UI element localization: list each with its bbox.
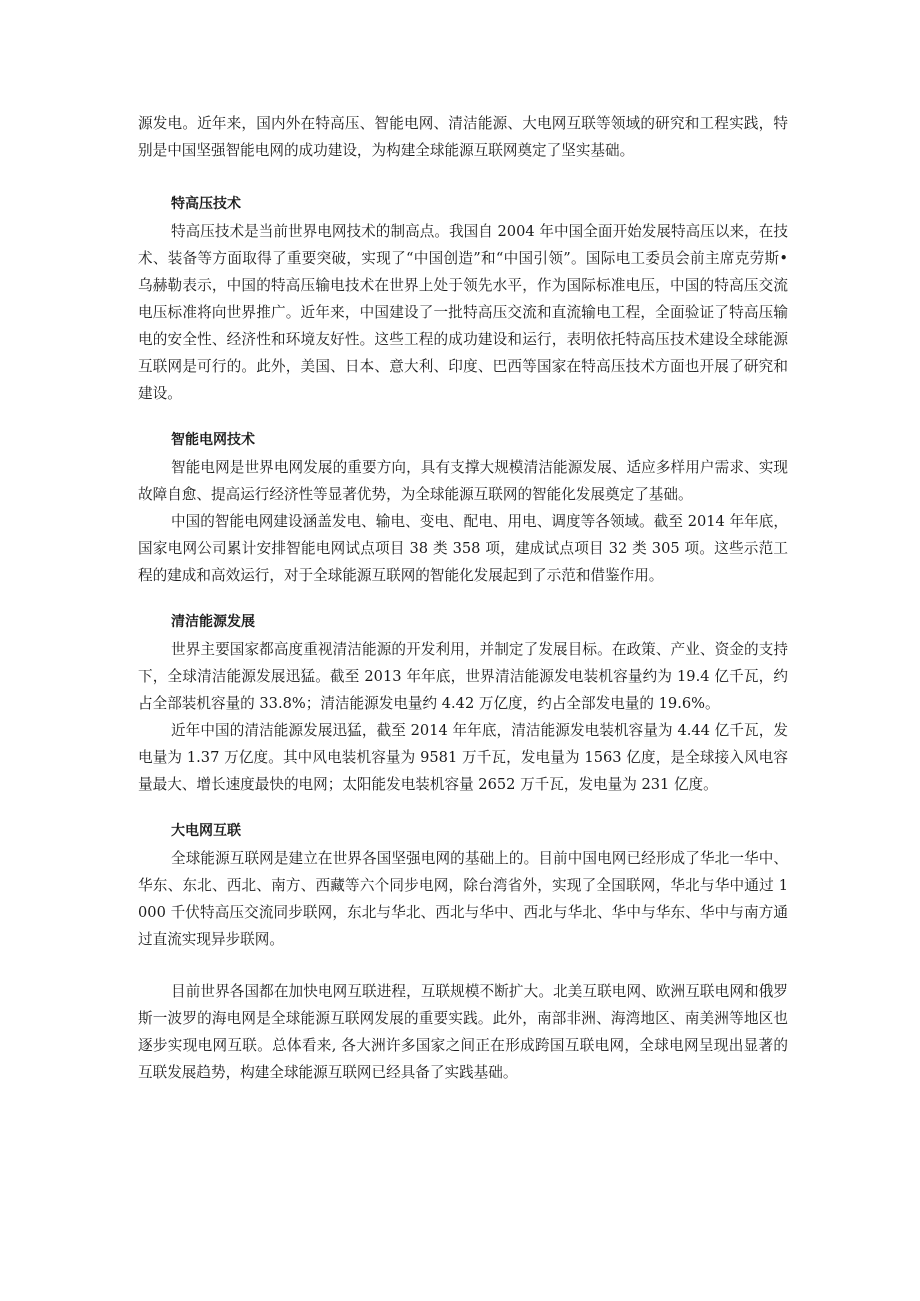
section-heading-smart-grid: 智能电网技术 xyxy=(171,432,255,448)
paragraph-clean-energy-2: 近年中国的清洁能源发展迅猛，截至 2014 年年底，清洁能源发电装机容量为 4.44 亿千瓦，发电量为 1.37 万亿度。其中风电装机容量为 9581 万千瓦，发电量为 1563 亿度，是全球接入风电容量最大、增长速度最快的电网；太阳能发电装机容量 2652 万千瓦，发电量为 231 亿度。 xyxy=(138,722,788,793)
section-heading-uhv: 特高压技术 xyxy=(171,196,241,212)
paragraph-uhv-1: 特高压技术是当前世界电网技术的制高点。我国自 2004 年中国全面开始发展特高压以来，在技术、装备等方面取得了重要突破，实现了“中国创造”和“中国引领”。国际电工委员会前主席克劳斯•乌赫勒表示，中国的特高压输电技术在世界上处于领先水平，作为国际标准电压，中国的特高压交流电压标准将向世界推广。近年来，中国建设了一批特高压交流和直流输电工程，全面验证了特高压输电的安全性、经济性和环境友好性。这些工程的成功建设和运行，表明依托特高压技术建设全球能源互联网是可行的。此外，美国、日本、意大利、印度、巴西等国家在特高压技术方面也开展了研究和建设。 xyxy=(138,223,788,402)
paragraph-smart-grid-2: 中国的智能电网建设涵盖发电、输电、变电、配电、用电、调度等各领域。截至 2014 年年底，国家电网公司累计安排智能电网试点项目 38 类 358 项，建成试点项目 32 类 305 项。这些示范工程的建成和高效运行，对于全球能源互联网的智能化发展起到了示范和借鉴作用。 xyxy=(138,513,788,584)
paragraph-grid-interconnection-1: 全球能源互联网是建立在世界各国坚强电网的基础上的。目前中国电网已经形成了华北一华中、华东、东北、西北、南方、西藏等六个同步电网，除台湾省外，实现了全国联网，华北与华中通过 1000 千伏特高压交流同步联网，东北与华北、西北与华中、西北与华北、华中与华东、华中与南方通过直流实现异步联网。 xyxy=(138,850,788,948)
intro-paragraph: 源发电。近年来，国内外在特高压、智能电网、清洁能源、大电网互联等领域的研究和工程实践，特别是中国坚强智能电网的成功建设，为构建全球能源互联网奠定了坚实基础。 xyxy=(138,115,788,159)
paragraph-grid-interconnection-2: 目前世界各国都在加快电网互联进程，互联规模不断扩大。北美互联电网、欧洲互联电网和俄罗斯一波罗的海电网是全球能源互联网发展的重要实践。此外，南部非洲、海湾地区、南美洲等地区也逐步实现电网互联。总体看来, 各大洲许多国家之间正在形成跨国互联电网，全球电网呈现出显著的互联发展趋势，构建全球能源互联网已经具备了实践基础。 xyxy=(138,983,788,1081)
paragraph-clean-energy-1: 世界主要国家都高度重视清洁能源的开发利用，并制定了发展目标。在政策、产业、资金的支持下，全球清洁能源发展迅猛。截至 2013 年年底，世界清洁能源发电装机容量约为 19.4 亿千瓦，约占全部装机容量的 33.8%；清洁能源发电量约 4.42 万亿度，约占全部发电量的 19.6%。 xyxy=(138,641,788,712)
section-heading-clean-energy: 清洁能源发展 xyxy=(171,614,255,630)
paragraph-smart-grid-1: 智能电网是世界电网发展的重要方向，具有支撑大规模清洁能源发展、适应多样用户需求、实现故障自愈、提高运行经济性等显著优势，为全球能源互联网的智能化发展奠定了基础。 xyxy=(138,459,788,503)
section-heading-grid-interconnection: 大电网互联 xyxy=(171,823,241,839)
document-body xyxy=(138,110,788,1086)
